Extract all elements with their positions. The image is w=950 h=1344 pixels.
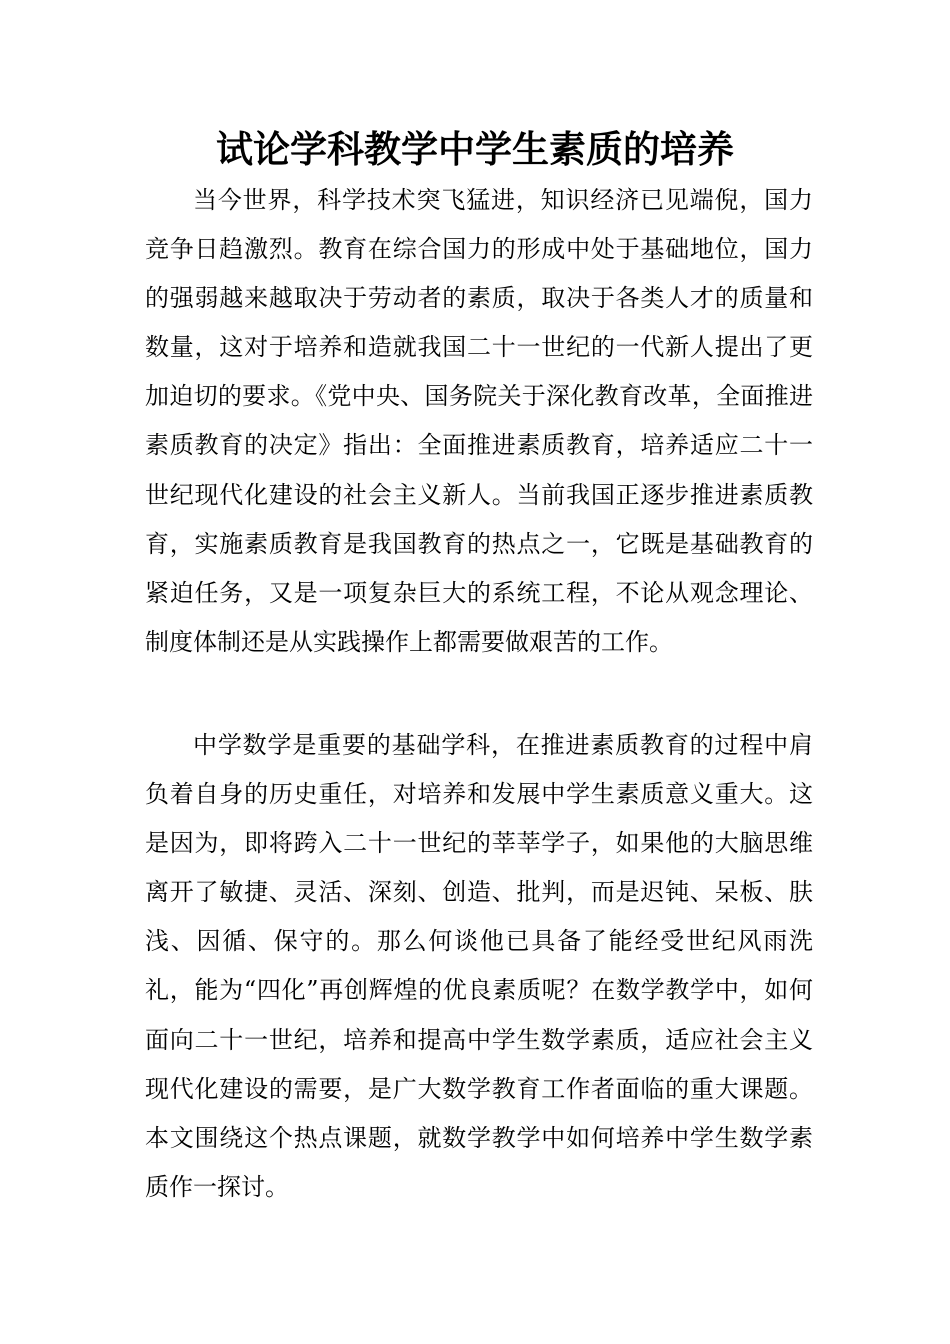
body-paragraph: 当今世界，科学技术突飞猛进，知识经济已见端倪，国力竞争日趋激烈。教育在综合国力的形成中处于基础地位，国力的强弱越来越取决于劳动者的素质，取决于各类人才的质量和数量，这对于培养和造就我国二十一世纪的一代新人提出了更加迫切的要求。《党中央、国务院关于深化教育改革，全面推进素质教育的决定》指出：全面推进素质教育，培养适应二十一世纪现代化建设的社会主义新人。当前我国正逐步推进素质教育，实施素质教育是我国教育的热点之一，它既是基础教育的紧迫任务，又是一项复杂巨大的系统工程，不论从观念理论、制度体制还是从实践操作上都需要做艰苦的工作。 [145,186,813,656]
body-paragraph: 中学数学是重要的基础学科，在推进素质教育的过程中肩负着自身的历史重任，对培养和发展中学生素质意义重大。这是因为，即将跨入二十一世纪的莘莘学子，如果他的大脑思维离开了敏捷、灵活、深刻、创造、批判，而是迟钝、呆板、肤浅、因循、保守的。那么何谈他已具备了能经受世纪风雨洗礼，能为“四化”再创辉煌的优良素质呢？在数学教学中，如何面向二十一世纪，培养和提高中学生数学素质，适应社会主义现代化建设的需要，是广大数学教育工作者面临的重大课题。本文围绕这个热点课题，就数学教学中如何培养中学生数学素质作一探讨。 [145,731,813,1201]
document-title: 试论学科教学中学生素质的培养 [216,127,734,171]
